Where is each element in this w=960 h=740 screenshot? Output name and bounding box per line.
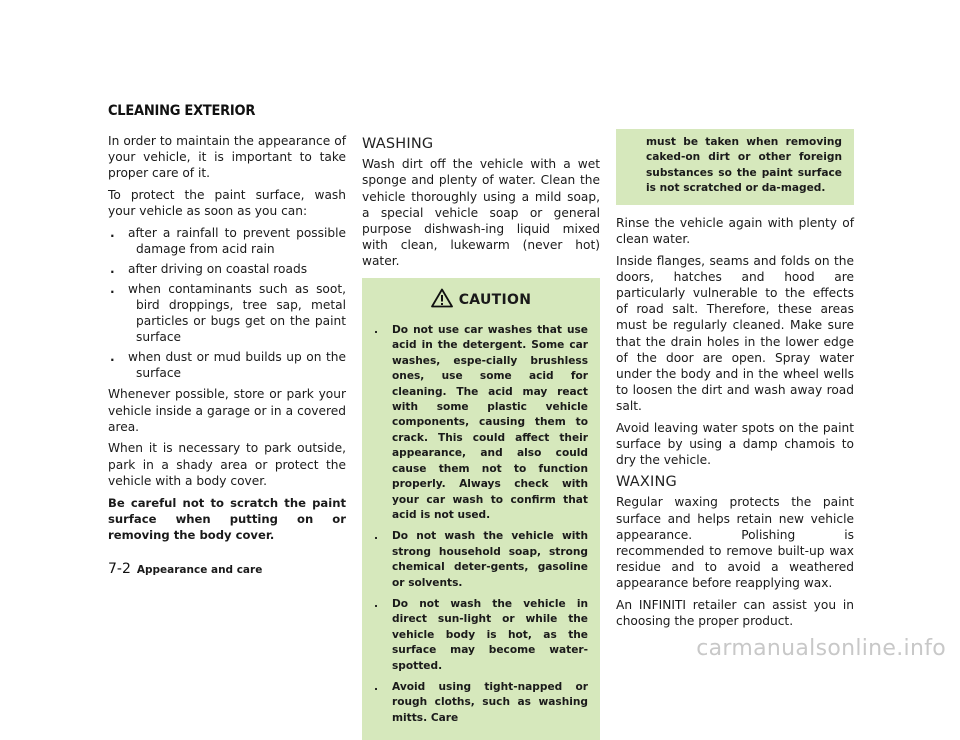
page-footer: [108, 561, 262, 577]
retailer-paragraph: An INFINITI retailer can assist you in choosing the proper product.: [616, 598, 854, 629]
inside-paragraph: Inside flanges, seams and folds on the doors, hatches and hood are particularly vulnerable to the effects of road salt. Therefore, these areas must be regularly cleaned. Make sure that the drain holes in the lower edge of the door are open. Spray water under the body and in the wheel wells to loosen the dirt and wash away road salt.: [616, 253, 854, 414]
column-1: [108, 133, 346, 549]
caution-header: [374, 288, 588, 313]
bullet-icon: .: [110, 281, 115, 296]
rinse-paragraph: Rinse the vehicle again with plenty of clean water.: [616, 215, 854, 246]
intro-paragraph: In order to maintain the appearance of your vehicle, it is important to take proper care of it.: [108, 134, 346, 181]
bullet-icon: .: [110, 349, 115, 364]
caution-list: [374, 323, 588, 726]
column-3: [616, 133, 854, 635]
list-item: . when dust or mud builds up on the surface: [110, 349, 346, 381]
protect-paragraph: To protect the paint surface, wash your vehicle as soon as you can:: [108, 188, 346, 219]
list-item: . after a rainfall to prevent possible damage from acid rain: [110, 226, 346, 257]
caution-item: . Avoid using tight-napped or rough cloths, such as washing mitts. Care: [374, 680, 588, 724]
page-number: 7-2: [108, 561, 131, 577]
avoid-paragraph: Avoid leaving water spots on the paint surface by using a damp chamois to dry the vehicle.: [616, 421, 854, 468]
caution-box: [362, 278, 600, 740]
bullet-icon: .: [110, 226, 115, 241]
list-item: . after driving on coastal roads: [110, 261, 308, 276]
bullet-icon: .: [374, 530, 379, 543]
caution-item: . Do not use car washes that use acid in the detergent. Some car washes, espe-cially brushless ones, use some acid for cleaning. The acid may react with some plastic vehicle components, causing them to crack. This could affect their appearance, and also could cause them not to function properly. Always check with your car wash to confirm that acid is not used.: [374, 324, 588, 521]
section-name: Appearance and care: [136, 564, 263, 576]
bullet-icon: .: [374, 680, 379, 693]
careful-paragraph: Be careful not to scratch the paint surface when putting on or removing the body cover.: [108, 495, 346, 542]
store-paragraph: Whenever possible, store or park your vehicle inside a garage or in a covered area.: [108, 387, 346, 434]
caution-continued: must be taken when removing caked-on dirt or other foreign substances so the paint surface is not scratched or da-maged.: [616, 129, 854, 205]
washing-title: WASHING: [362, 136, 434, 152]
bullet-icon: .: [110, 261, 115, 276]
watermark: carmanualsonline.info: [696, 636, 946, 661]
caution-item: . Do not wash the vehicle in direct sun-light or while the vehicle body is hot, as the surface may become water-spotted.: [374, 597, 588, 672]
washing-paragraph: Wash dirt off the vehicle with a wet sponge and plenty of water. Clean the vehicle thoroughly using a mild soap, a special vehicle soap or general purpose dishwash-ing liquid mixed with clean, lukewarm (never hot) water.: [362, 157, 600, 269]
warning-triangle-icon: [431, 288, 453, 313]
bullet-icon: .: [374, 597, 379, 610]
list-item: . when contaminants such as soot, bird droppings, tree sap, metal particles or bugs get on the paint surface: [110, 281, 346, 345]
waxing-paragraph: Regular waxing protects the paint surface and helps retain new vehicle appearance. Polishing is recommended to remove built-up wax residue and to avoid a weathered appearance before reapplying wax.: [616, 495, 854, 591]
waxing-title: WAXING: [616, 474, 677, 491]
caution-label: CAUTION: [458, 291, 532, 308]
bullet-icon: .: [374, 324, 379, 337]
wash-conditions-list: [108, 225, 346, 381]
column-2: [362, 133, 600, 740]
section-heading: CLEANING EXTERIOR: [108, 103, 256, 119]
outside-paragraph: When it is necessary to park outside, park in a shady area or protect the vehicle with a body cover.: [108, 441, 346, 488]
caution-item: . Do not wash the vehicle with strong household soap, strong chemical deter-gents, gasoline or solvents.: [374, 530, 588, 589]
